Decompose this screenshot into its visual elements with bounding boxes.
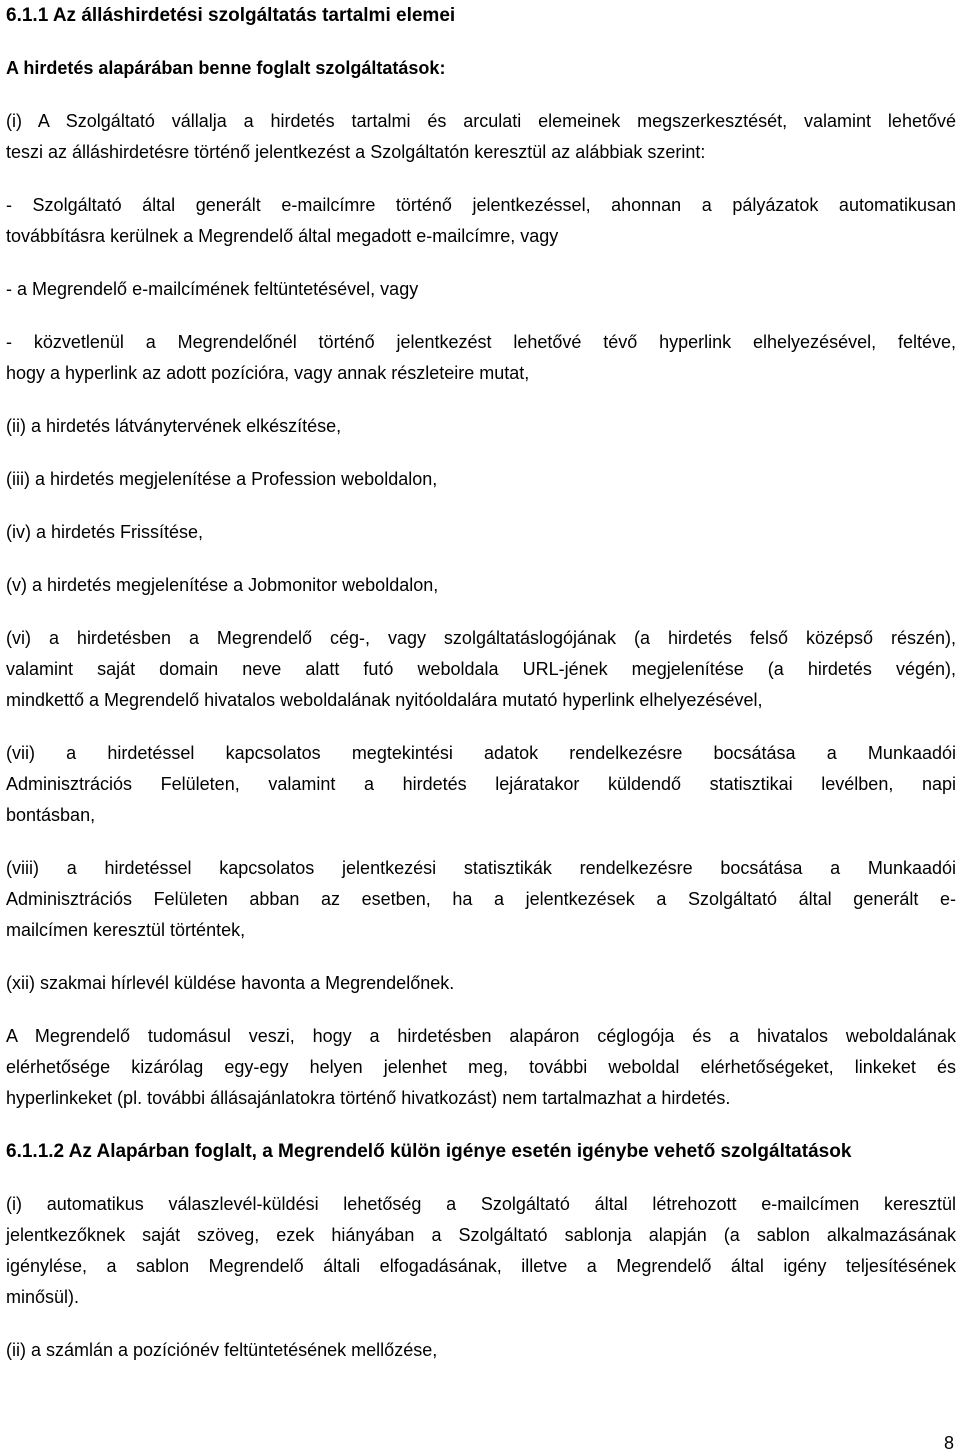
list-item: (xii) szakmai hírlevél küldése havonta a Megrendelőnek.	[6, 973, 455, 993]
paragraph-line: (vi) a hirdetésben a Megrendelő cég-, vagy szolgáltatáslogójának (a hirdetés felső középső részén),	[6, 628, 956, 648]
paragraph-line: bontásban,	[6, 805, 96, 825]
list-item: - a Megrendelő e-mailcímének feltüntetésével, vagy	[6, 279, 419, 299]
paragraph-line: (i) automatikus válaszlevél-küldési lehetőség a Szolgáltató által létrehozott e-mailcímen keresztül	[6, 1194, 956, 1214]
paragraph-line: (vii) a hirdetéssel kapcsolatos megtekintési adatok rendelkezésre bocsátása a Munkaadói	[6, 743, 956, 763]
paragraph-line: hyperlinkeket (pl. további állásajánlatokra történő hivatkozást) nem tartalmazhat a hirdetés.	[6, 1088, 731, 1108]
section-title: 6.1.1 Az álláshirdetési szolgáltatás tartalmi elemei	[6, 5, 456, 26]
paragraph-intro	[6, 106, 956, 168]
paragraph-line: mailcímen keresztül történtek,	[6, 920, 246, 940]
paragraph-line: minősül).	[6, 1287, 80, 1307]
paragraph-line: elérhetősége kizárólag egy-egy helyen jelenhet meg, további weboldal elérhetőségeket, linkeket és	[6, 1057, 956, 1077]
paragraph-line: Adminisztrációs Felületen abban az esetben, ha a jelentkezések a Szolgáltató által generált e-	[6, 889, 956, 909]
list-item	[6, 327, 956, 389]
paragraph-line: jelentkezőknek saját szöveg, ezek hiányában a Szolgáltató sablonja alapján (a sablon alkalmazásának	[6, 1225, 956, 1245]
list-item	[6, 190, 956, 252]
document-page	[6, 0, 956, 1366]
list-item: (ii) a számlán a pozíciónév feltüntetésének mellőzése,	[6, 1340, 438, 1360]
paragraph-line: teszi az álláshirdetésre történő jelentkezést a Szolgáltatón keresztül az alábbiak szerint:	[6, 142, 706, 162]
paragraph-line: A Megrendelő tudomásul veszi, hogy a hirdetésben alapáron céglogója és a hivatalos weboldalának	[6, 1026, 956, 1046]
list-item	[6, 623, 956, 716]
paragraph-line: - Szolgáltató által generált e-mailcímre történő jelentkezéssel, ahonnan a pályázatok automatikusan	[6, 195, 956, 215]
paragraph-notice	[6, 1021, 956, 1114]
paragraph-line: igénylése, a sablon Megrendelő általi elfogadásának, illetve a Megrendelő által igény teljesítésének	[6, 1256, 956, 1276]
paragraph-line: mindkettő a Megrendelő hivatalos weboldalának nyitóoldalára mutató hyperlink elhelyezésével,	[6, 690, 763, 710]
list-item: (iv) a hirdetés Frissítése,	[6, 522, 204, 542]
list-item	[6, 1189, 956, 1313]
list-item	[6, 853, 956, 946]
list-item	[6, 738, 956, 831]
paragraph-line: továbbításra kerülnek a Megrendelő által megadott e-mailcímre, vagy	[6, 226, 559, 246]
paragraph-line: Adminisztrációs Felületen, valamint a hirdetés lejáratakor küldendő statisztikai levélben, napi	[6, 774, 956, 794]
paragraph-line: (i) A Szolgáltató vállalja a hirdetés tartalmi és arculati elemeinek megszerkesztését, valamint lehetővé	[6, 111, 956, 131]
paragraph-line: (viii) a hirdetéssel kapcsolatos jelentkezési statisztikák rendelkezésre bocsátása a Munkaadói	[6, 858, 956, 878]
page-number: 8	[943, 1433, 954, 1453]
paragraph-line: valamint saját domain neve alatt futó weboldala URL-jének megjelenítése (a hirdetés végén),	[6, 659, 956, 679]
paragraph-line: hogy a hyperlink az adott pozícióra, vagy annak részleteire mutat,	[6, 363, 530, 383]
list-item: (v) a hirdetés megjelenítése a Jobmonitor weboldalon,	[6, 575, 439, 595]
subsection-title-2: 6.1.1.2 Az Alapárban foglalt, a Megrendelő külön igénye esetén igénybe vehető szolgáltatások	[6, 1141, 852, 1162]
list-item: (ii) a hirdetés látványtervének elkészítése,	[6, 416, 342, 436]
paragraph-line: - közvetlenül a Megrendelőnél történő jelentkezést lehetővé tévő hyperlink elhelyezésével, feltéve,	[6, 332, 956, 352]
subsection-title: A hirdetés alapárában benne foglalt szolgáltatások:	[6, 58, 446, 78]
list-item: (iii) a hirdetés megjelenítése a Profession weboldalon,	[6, 469, 438, 489]
